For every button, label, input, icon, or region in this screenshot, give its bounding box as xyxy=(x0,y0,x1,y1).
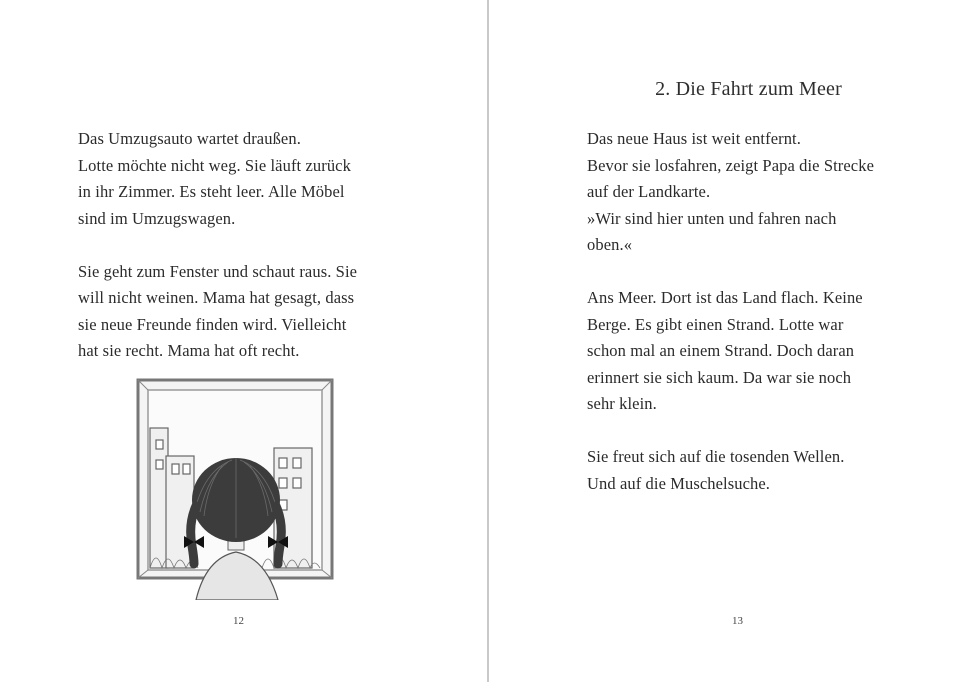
paragraph xyxy=(587,444,899,497)
text-line: auf der Landkarte. xyxy=(587,182,711,201)
text-line: erinnert sie sich kaum. Da war sie noch xyxy=(587,367,852,387)
page-number: 12 xyxy=(233,615,244,627)
text-line: in ihr Zimmer. Es steht leer. Alle Möbel xyxy=(78,182,345,201)
left-page xyxy=(0,0,487,682)
text-line: Berge. Es gibt einen Strand. Lotte war xyxy=(587,314,844,334)
text-line: will nicht weinen. Mama hat gesagt, dass xyxy=(78,288,355,307)
chapter-title: 2. Die Fahrt zum Meer xyxy=(655,78,842,100)
paragraph xyxy=(587,126,899,259)
window-girl-illustration xyxy=(136,378,334,600)
paragraph xyxy=(78,259,390,365)
text-line: sehr klein. xyxy=(587,394,657,413)
text-line: sind im Umzugswagen. xyxy=(78,208,236,228)
page-number: 13 xyxy=(732,615,743,627)
text-line: Bevor sie losfahren, zeigt Papa die Strecke xyxy=(587,155,874,175)
text-line: sie neue Freunde finden wird. Vielleicht xyxy=(78,314,347,334)
text-line: »Wir sind hier unten und fahren nach xyxy=(587,208,837,228)
text-line: Sie geht zum Fenster und schaut raus. Sie xyxy=(78,261,358,281)
text-line: Sie freut sich auf die tosenden Wellen. xyxy=(587,447,845,466)
text-line: Das Umzugsauto wartet draußen. xyxy=(78,129,301,148)
paragraph xyxy=(587,285,899,418)
right-page-text xyxy=(587,126,899,524)
text-line: schon mal an einem Strand. Doch daran xyxy=(587,341,855,360)
text-line: Und auf die Muschelsuche. xyxy=(587,473,771,493)
left-page-text xyxy=(78,126,390,391)
right-page xyxy=(489,0,979,682)
text-line: hat sie recht. Mama hat oft recht. xyxy=(78,341,300,360)
text-line: Ans Meer. Dort ist das Land flach. Keine xyxy=(587,288,863,307)
text-line: oben.« xyxy=(587,235,633,254)
paragraph xyxy=(78,126,390,232)
text-line: Lotte möchte nicht weg. Sie läuft zurück xyxy=(78,155,351,175)
text-line: Das neue Haus ist weit entfernt. xyxy=(587,129,801,148)
